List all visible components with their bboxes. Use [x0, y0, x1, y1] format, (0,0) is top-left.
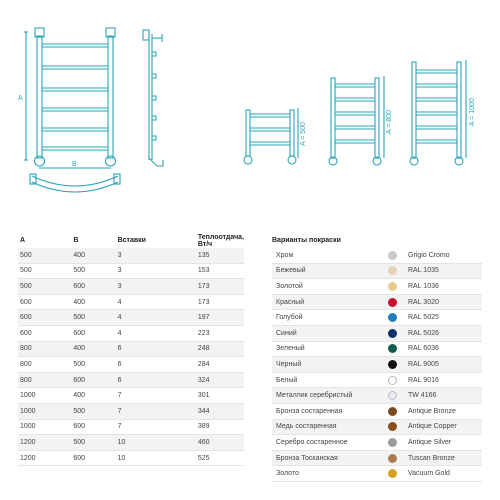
dimension-1000-label: A = 1000 [469, 98, 476, 126]
list-item [272, 326, 482, 342]
table-cell: 1000 [18, 388, 73, 404]
table-row [18, 263, 244, 279]
table-cell: 3 [112, 263, 172, 279]
color-name: Красный [276, 298, 305, 306]
table-row [18, 325, 244, 341]
table-cell: 400 [73, 388, 111, 404]
table-row [18, 372, 244, 388]
color-swatch-icon [388, 376, 397, 385]
list-item [272, 342, 482, 358]
table-cell: 600 [18, 294, 73, 310]
color-swatch-icon [388, 360, 397, 369]
list-item [272, 451, 482, 467]
table-row [18, 294, 244, 310]
table-cell: 135 [172, 248, 244, 263]
list-item [272, 388, 482, 404]
table-row [18, 341, 244, 357]
list-item [272, 248, 482, 264]
color-swatch-icon [388, 438, 397, 447]
table-row [18, 450, 244, 466]
color-swatch-icon [388, 469, 397, 478]
color-code: Antique Bronze [408, 407, 456, 415]
color-code: RAL 5026 [408, 329, 439, 337]
table-cell: 600 [73, 325, 111, 341]
color-name: Хром [276, 251, 294, 259]
table-cell: 400 [73, 248, 111, 263]
color-swatch-icon [388, 313, 397, 322]
color-code: RAL 1035 [408, 267, 439, 275]
list-item [272, 295, 482, 311]
table-cell: 500 [73, 435, 111, 451]
radiator-500-drawing [244, 108, 298, 164]
table-row [18, 357, 244, 373]
table-cell: 500 [73, 263, 111, 279]
table-cell: 1200 [18, 435, 73, 451]
color-code: Vacuum Gold [408, 470, 450, 478]
color-swatch-icon [388, 422, 397, 431]
color-swatch-icon [388, 266, 397, 275]
color-swatch-icon [388, 282, 397, 291]
color-swatch-icon [388, 454, 397, 463]
list-item [272, 404, 482, 420]
side-view-drawing [143, 30, 163, 166]
table-row [18, 419, 244, 435]
color-name: Медь состаренная [276, 423, 337, 431]
color-swatch-icon [388, 344, 397, 353]
color-name: Зеленый [276, 345, 305, 353]
color-swatch-icon [388, 407, 397, 416]
paint-options-title: Варианты покраски [272, 237, 341, 244]
list-item [272, 310, 482, 326]
spec-header-row [18, 233, 244, 248]
table-cell: 284 [172, 357, 244, 373]
table-cell: 600 [73, 450, 111, 466]
radiator-1000-drawing [410, 60, 466, 165]
color-name: Бронза состаренная [276, 407, 343, 415]
table-cell: 173 [172, 279, 244, 295]
table-row [18, 435, 244, 451]
table-cell: 6 [112, 357, 172, 373]
table-row [18, 403, 244, 419]
color-swatch-icon [388, 251, 397, 260]
table-cell: 389 [172, 419, 244, 435]
color-code: Antique Silver [408, 438, 452, 446]
color-code: Grigio Cromo [408, 251, 450, 259]
table-cell: 500 [73, 403, 111, 419]
color-name: Черный [276, 360, 302, 368]
color-code: RAL 1036 [408, 282, 439, 290]
table-cell: 1200 [18, 450, 73, 466]
table-cell: 800 [18, 372, 73, 388]
table-row [18, 310, 244, 326]
color-name: Бронза Тосканская [276, 454, 338, 462]
color-name: Белый [276, 376, 298, 384]
color-code: Antique Copper [408, 423, 457, 431]
table-cell: 153 [172, 263, 244, 279]
table-cell: 324 [172, 372, 244, 388]
table-cell: 3 [112, 248, 172, 263]
table-cell: 4 [112, 294, 172, 310]
color-name: Бежевый [276, 267, 306, 275]
dimension-b-label: B [72, 161, 77, 168]
table-cell: 400 [73, 294, 111, 310]
table-cell: 7 [112, 403, 172, 419]
table-cell: 4 [112, 325, 172, 341]
table-cell: 248 [172, 341, 244, 357]
spec-table-body [18, 248, 244, 466]
list-item [272, 420, 482, 436]
dimension-a-label: A [18, 95, 23, 102]
list-item [272, 279, 482, 295]
color-swatch-icon [388, 391, 397, 400]
table-cell: 800 [18, 357, 73, 373]
color-code: Tuscan Bronze [408, 454, 455, 462]
color-name: Золото [276, 470, 299, 478]
table-cell: 223 [172, 325, 244, 341]
color-name: Голубой [276, 314, 303, 322]
list-item [272, 264, 482, 280]
table-cell: 173 [172, 294, 244, 310]
table-row [18, 248, 244, 263]
color-swatch-icon [388, 298, 397, 307]
table-cell: 600 [18, 310, 73, 326]
list-item [272, 435, 482, 451]
table-cell: 500 [73, 357, 111, 373]
radiator-800-drawing [329, 76, 384, 165]
table-cell: 7 [112, 388, 172, 404]
table-cell: 600 [73, 372, 111, 388]
paint-options [272, 233, 482, 482]
table-cell: 800 [18, 341, 73, 357]
table-cell: 6 [112, 372, 172, 388]
table-row [18, 279, 244, 295]
table-cell: 3 [112, 279, 172, 295]
table-cell: 500 [18, 279, 73, 295]
table-cell: 600 [73, 279, 111, 295]
color-code: TW 4166 [408, 392, 437, 400]
color-name: Серебро состаренное [276, 438, 348, 446]
header-heat-output: Теплоотдача, Вт/ч [197, 233, 244, 248]
technical-drawings [0, 0, 500, 230]
color-name: Золотой [276, 282, 303, 290]
table-cell: 344 [172, 403, 244, 419]
color-swatch-icon [388, 329, 397, 338]
table-cell: 500 [73, 310, 111, 326]
table-cell: 10 [112, 450, 172, 466]
header-a: A [20, 237, 26, 244]
list-item [272, 373, 482, 389]
color-code: RAL 3020 [408, 298, 439, 306]
paint-options-list [272, 248, 482, 482]
table-cell: 525 [172, 450, 244, 466]
spec-table [18, 233, 244, 466]
table-cell: 1000 [18, 403, 73, 419]
table-row [18, 388, 244, 404]
table-cell: 6 [112, 341, 172, 357]
header-b: B [73, 237, 79, 244]
table-cell: 600 [73, 419, 111, 435]
dimension-500-label: A = 500 [300, 122, 307, 146]
color-code: RAL 5025 [408, 314, 439, 322]
color-code: RAL 9016 [408, 376, 439, 384]
color-name: Синий [276, 329, 297, 337]
color-code: RAL 9005 [408, 360, 439, 368]
header-inserts: Вставки [117, 237, 146, 244]
table-cell: 1000 [18, 419, 73, 435]
list-item [272, 357, 482, 373]
color-code: RAL 6036 [408, 345, 439, 353]
table-cell: 10 [112, 435, 172, 451]
table-cell: 400 [73, 341, 111, 357]
dimension-800-label: A = 800 [386, 110, 393, 134]
color-name: Металлик серебристый [276, 392, 353, 400]
table-cell: 460 [172, 435, 244, 451]
table-cell: 301 [172, 388, 244, 404]
list-item [272, 466, 482, 482]
table-cell: 500 [18, 263, 73, 279]
table-cell: 197 [172, 310, 244, 326]
table-cell: 500 [18, 248, 73, 263]
table-cell: 600 [18, 325, 73, 341]
table-cell: 7 [112, 419, 172, 435]
table-cell: 4 [112, 310, 172, 326]
